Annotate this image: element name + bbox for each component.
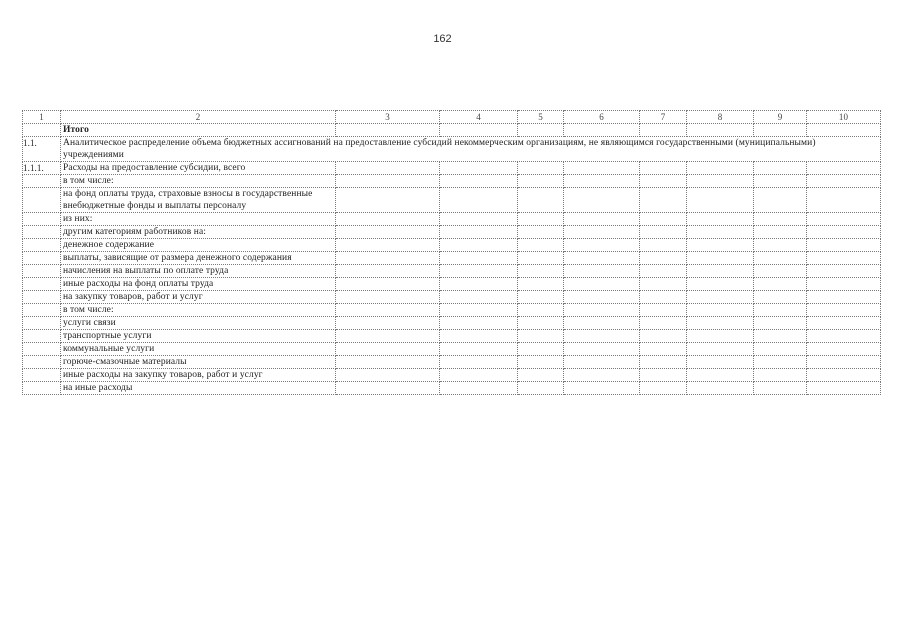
- value-cell: [440, 291, 518, 304]
- value-cell: [336, 188, 440, 213]
- row-label: на закупку товаров, работ и услуг: [61, 291, 336, 304]
- value-cell: [754, 239, 807, 252]
- value-cell: [754, 278, 807, 291]
- value-cell: [640, 124, 687, 137]
- value-cell: [564, 124, 640, 137]
- table-row: [23, 356, 881, 369]
- column-header: 1: [23, 111, 61, 124]
- row-label: из них:: [61, 213, 336, 226]
- row-label: Итого: [61, 124, 336, 137]
- value-cell: [564, 304, 640, 317]
- column-number-row: [23, 111, 881, 124]
- value-cell: [518, 278, 564, 291]
- value-cell: [336, 162, 440, 175]
- value-cell: [336, 382, 440, 395]
- value-cell: [687, 265, 754, 278]
- value-cell: [564, 226, 640, 239]
- table-row: [23, 304, 881, 317]
- value-cell: [754, 317, 807, 330]
- column-header: 7: [640, 111, 687, 124]
- value-cell: [440, 124, 518, 137]
- value-cell: [807, 278, 881, 291]
- row-number: [23, 239, 61, 252]
- row-number: [23, 317, 61, 330]
- value-cell: [336, 343, 440, 356]
- value-cell: [564, 252, 640, 265]
- value-cell: [336, 330, 440, 343]
- row-number: [23, 291, 61, 304]
- row-label: денежное содержание: [61, 239, 336, 252]
- value-cell: [640, 265, 687, 278]
- value-cell: [336, 356, 440, 369]
- value-cell: [807, 317, 881, 330]
- value-cell: [754, 304, 807, 317]
- value-cell: [564, 330, 640, 343]
- value-cell: [640, 356, 687, 369]
- value-cell: [640, 213, 687, 226]
- value-cell: [518, 124, 564, 137]
- value-cell: [640, 330, 687, 343]
- value-cell: [336, 291, 440, 304]
- value-cell: [640, 343, 687, 356]
- row-number: [23, 175, 61, 188]
- table-row: [23, 291, 881, 304]
- value-cell: [336, 213, 440, 226]
- value-cell: [518, 265, 564, 278]
- row-label: другим категориям работников на:: [61, 226, 336, 239]
- value-cell: [336, 226, 440, 239]
- table-row: [23, 162, 881, 175]
- value-cell: [807, 369, 881, 382]
- row-label: горюче-смазочные материалы: [61, 356, 336, 369]
- value-cell: [754, 343, 807, 356]
- value-cell: [640, 382, 687, 395]
- value-cell: [440, 356, 518, 369]
- value-cell: [518, 162, 564, 175]
- value-cell: [687, 382, 754, 395]
- value-cell: [440, 369, 518, 382]
- value-cell: [807, 291, 881, 304]
- value-cell: [336, 124, 440, 137]
- value-cell: [640, 188, 687, 213]
- value-cell: [440, 239, 518, 252]
- row-number: [23, 124, 61, 137]
- value-cell: [640, 252, 687, 265]
- column-header: 8: [687, 111, 754, 124]
- value-cell: [807, 304, 881, 317]
- budget-allocation-table: [22, 110, 881, 395]
- total-row: [23, 124, 881, 137]
- value-cell: [518, 382, 564, 395]
- value-cell: [336, 239, 440, 252]
- value-cell: [687, 343, 754, 356]
- value-cell: [640, 239, 687, 252]
- row-number: [23, 304, 61, 317]
- value-cell: [807, 382, 881, 395]
- value-cell: [754, 382, 807, 395]
- row-label: транспортные услуги: [61, 330, 336, 343]
- value-cell: [754, 162, 807, 175]
- row-number: 1.1.1.: [23, 162, 61, 175]
- value-cell: [754, 356, 807, 369]
- row-label: иные расходы на фонд оплаты труда: [61, 278, 336, 291]
- value-cell: [687, 162, 754, 175]
- value-cell: [518, 213, 564, 226]
- table-row: [23, 369, 881, 382]
- value-cell: [687, 239, 754, 252]
- value-cell: [440, 188, 518, 213]
- column-header: 2: [61, 111, 336, 124]
- column-header: 6: [564, 111, 640, 124]
- value-cell: [687, 188, 754, 213]
- row-number: [23, 369, 61, 382]
- value-cell: [336, 317, 440, 330]
- value-cell: [687, 252, 754, 265]
- value-cell: [440, 343, 518, 356]
- table-row: [23, 343, 881, 356]
- table-row: [23, 265, 881, 278]
- column-header: 10: [807, 111, 881, 124]
- row-label: иные расходы на закупку товаров, работ и услуг: [61, 369, 336, 382]
- value-cell: [518, 188, 564, 213]
- row-label: Расходы на предоставление субсидии, всего: [61, 162, 336, 175]
- value-cell: [518, 343, 564, 356]
- table-row: [23, 213, 881, 226]
- value-cell: [754, 330, 807, 343]
- value-cell: [687, 124, 754, 137]
- row-label: выплаты, зависящие от размера денежного содержания: [61, 252, 336, 265]
- row-number: [23, 356, 61, 369]
- column-header: 4: [440, 111, 518, 124]
- value-cell: [687, 356, 754, 369]
- value-cell: [754, 265, 807, 278]
- value-cell: [564, 162, 640, 175]
- row-label: начисления на выплаты по оплате труда: [61, 265, 336, 278]
- row-number: [23, 278, 61, 291]
- value-cell: [564, 356, 640, 369]
- row-label: в том числе:: [61, 304, 336, 317]
- value-cell: [754, 124, 807, 137]
- value-cell: [518, 304, 564, 317]
- value-cell: [807, 343, 881, 356]
- row-number: [23, 226, 61, 239]
- value-cell: [440, 330, 518, 343]
- value-cell: [807, 226, 881, 239]
- row-label: коммунальные услуги: [61, 343, 336, 356]
- value-cell: [518, 356, 564, 369]
- row-label: на фонд оплаты труда, страховые взносы в государственные внебюджетные фонды и выплаты персоналу: [61, 188, 336, 213]
- value-cell: [518, 317, 564, 330]
- table-row: [23, 239, 881, 252]
- value-cell: [640, 226, 687, 239]
- value-cell: [807, 162, 881, 175]
- value-cell: [640, 278, 687, 291]
- value-cell: [687, 278, 754, 291]
- value-cell: [687, 226, 754, 239]
- value-cell: [518, 252, 564, 265]
- value-cell: [564, 291, 640, 304]
- row-label: на иные расходы: [61, 382, 336, 395]
- section-row: [23, 137, 881, 162]
- value-cell: [754, 252, 807, 265]
- value-cell: [440, 252, 518, 265]
- value-cell: [336, 175, 440, 188]
- value-cell: [687, 291, 754, 304]
- column-header: 5: [518, 111, 564, 124]
- page-number: 162: [433, 33, 452, 45]
- value-cell: [336, 304, 440, 317]
- value-cell: [807, 188, 881, 213]
- value-cell: [687, 317, 754, 330]
- value-cell: [754, 369, 807, 382]
- row-number: [23, 382, 61, 395]
- row-number: [23, 213, 61, 226]
- value-cell: [440, 382, 518, 395]
- value-cell: [518, 226, 564, 239]
- row-number: [23, 343, 61, 356]
- value-cell: [754, 213, 807, 226]
- value-cell: [440, 213, 518, 226]
- row-number: [23, 188, 61, 213]
- row-label: в том числе:: [61, 175, 336, 188]
- table-row: [23, 317, 881, 330]
- value-cell: [564, 175, 640, 188]
- table-row: [23, 188, 881, 213]
- value-cell: [440, 278, 518, 291]
- value-cell: [440, 226, 518, 239]
- table-row: [23, 330, 881, 343]
- table-row: [23, 278, 881, 291]
- value-cell: [807, 252, 881, 265]
- value-cell: [564, 317, 640, 330]
- value-cell: [564, 369, 640, 382]
- value-cell: [687, 304, 754, 317]
- table-row: [23, 175, 881, 188]
- row-number: 1.1.: [23, 137, 61, 162]
- value-cell: [640, 291, 687, 304]
- row-label: услуги связи: [61, 317, 336, 330]
- value-cell: [687, 369, 754, 382]
- value-cell: [640, 304, 687, 317]
- value-cell: [807, 124, 881, 137]
- value-cell: [754, 226, 807, 239]
- value-cell: [687, 330, 754, 343]
- value-cell: [564, 188, 640, 213]
- value-cell: [440, 162, 518, 175]
- value-cell: [336, 252, 440, 265]
- value-cell: [754, 188, 807, 213]
- value-cell: [807, 265, 881, 278]
- value-cell: [564, 278, 640, 291]
- value-cell: [807, 239, 881, 252]
- table-row: [23, 226, 881, 239]
- value-cell: [440, 175, 518, 188]
- value-cell: [640, 369, 687, 382]
- table-row: [23, 382, 881, 395]
- value-cell: [440, 265, 518, 278]
- value-cell: [336, 369, 440, 382]
- value-cell: [518, 175, 564, 188]
- value-cell: [807, 213, 881, 226]
- value-cell: [754, 291, 807, 304]
- value-cell: [518, 330, 564, 343]
- value-cell: [807, 330, 881, 343]
- column-header: 3: [336, 111, 440, 124]
- value-cell: [564, 213, 640, 226]
- row-number: [23, 330, 61, 343]
- value-cell: [518, 239, 564, 252]
- value-cell: [336, 265, 440, 278]
- value-cell: [807, 175, 881, 188]
- value-cell: [564, 382, 640, 395]
- value-cell: [564, 343, 640, 356]
- value-cell: [807, 356, 881, 369]
- value-cell: [518, 369, 564, 382]
- value-cell: [440, 304, 518, 317]
- value-cell: [687, 213, 754, 226]
- value-cell: [640, 175, 687, 188]
- column-header: 9: [754, 111, 807, 124]
- row-number: [23, 252, 61, 265]
- value-cell: [640, 162, 687, 175]
- value-cell: [687, 175, 754, 188]
- value-cell: [754, 175, 807, 188]
- row-number: [23, 265, 61, 278]
- section-title: Аналитическое распределение объема бюджетных ассигнований на предоставление субсидий некоммерческим организациям, не являющимся государственными (муниципальными) учреждениями: [61, 137, 881, 162]
- table-row: [23, 252, 881, 265]
- value-cell: [564, 239, 640, 252]
- value-cell: [640, 317, 687, 330]
- value-cell: [564, 265, 640, 278]
- value-cell: [440, 317, 518, 330]
- value-cell: [518, 291, 564, 304]
- value-cell: [336, 278, 440, 291]
